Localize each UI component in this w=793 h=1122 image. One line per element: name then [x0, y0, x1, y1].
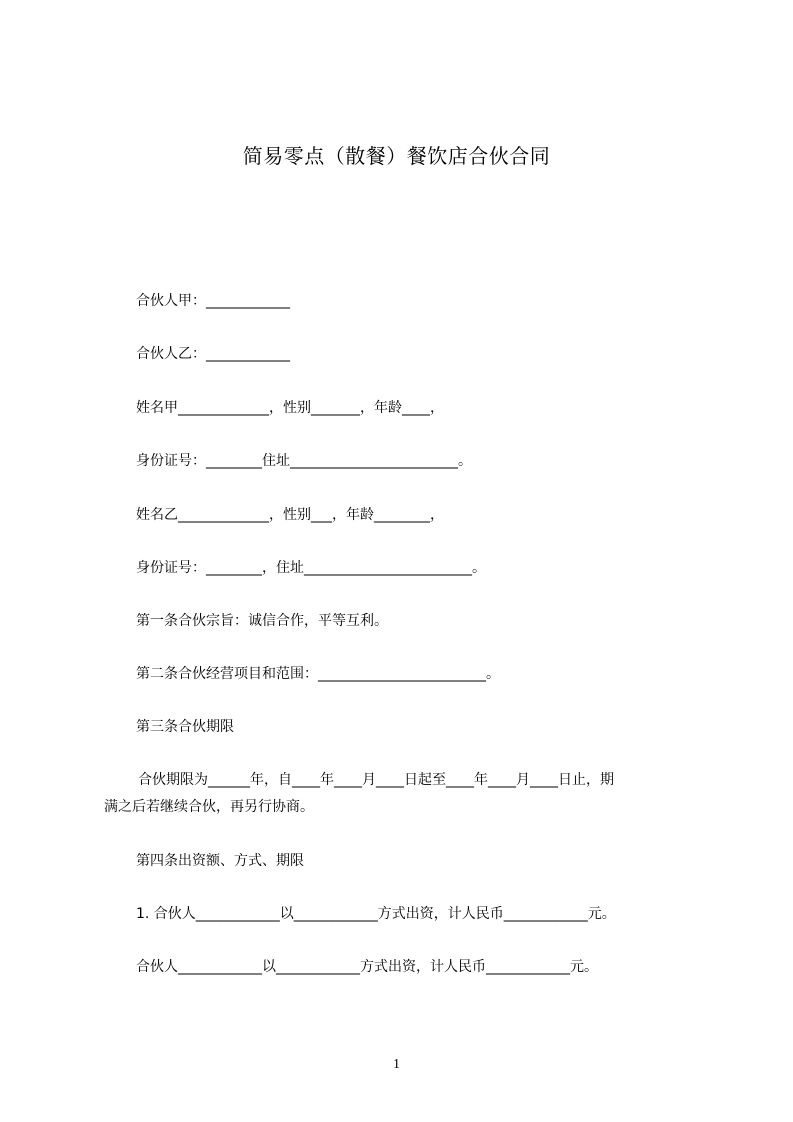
term-paragraph [104, 767, 704, 821]
contribution-line-1: 1. 合伙人____________以____________方式出资，计人民币____________元。 [136, 906, 616, 922]
name-a-line: 姓名甲_____________，性别_______，年龄____， [136, 400, 444, 416]
article-1-line: 第一条合伙宗旨：诚信合作，平等互利。 [136, 613, 388, 629]
article-4-heading: 第四条出资额、方式、期限 [136, 853, 304, 869]
term-paragraph-line-1: 合伙期限为______年，自____年____月____日起至____年____月____日止，期 [138, 772, 614, 788]
page-number: 1 [393, 1057, 400, 1072]
id-address-a-line: 身份证号：________住址________________________。 [136, 453, 472, 469]
partner-b-line: 合伙人乙：____________ [136, 346, 290, 362]
contribution-line-2: 合伙人____________以____________方式出资，计人民币____________元。 [136, 959, 598, 975]
partner-a-line: 合伙人甲：____________ [136, 293, 290, 309]
article-2-line: 第二条合伙经营项目和范围：________________________。 [136, 666, 500, 682]
term-paragraph-line-2: 满之后若继续合伙，再另行协商。 [104, 799, 314, 815]
id-address-b-line: 身份证号：________，住址________________________。 [136, 560, 486, 576]
document-title: 简易零点（散餐）餐饮店合伙合同 [242, 144, 551, 168]
name-b-line: 姓名乙_____________，性别___，年龄________， [136, 507, 444, 523]
article-3-heading: 第三条合伙期限 [136, 719, 234, 735]
